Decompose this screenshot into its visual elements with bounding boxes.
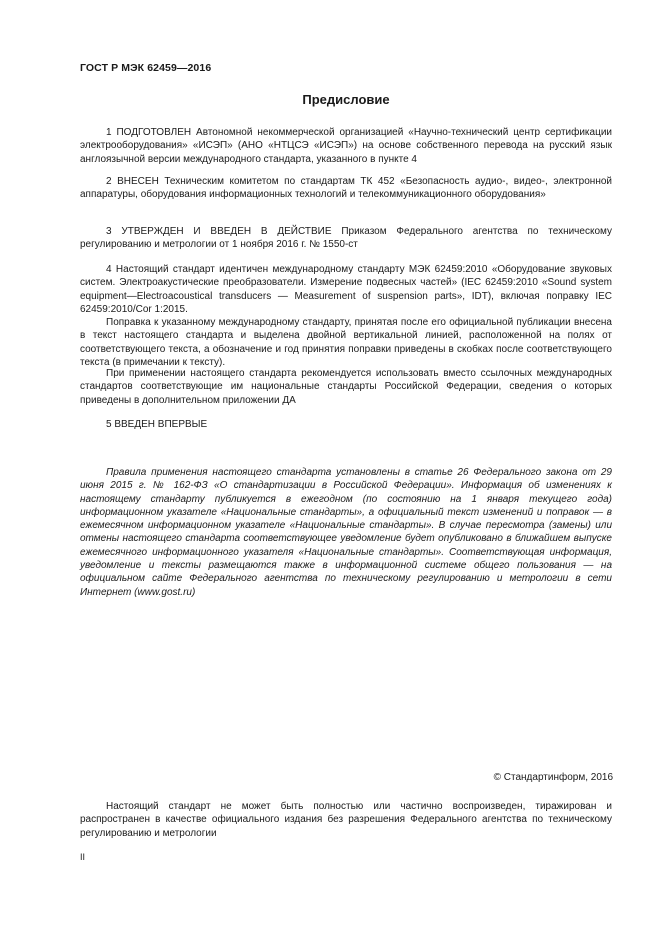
paragraph-application-rules: Правила применения настоящего стандарта установлены в статье 26 Федерального закона от 29 июня 2015 г. № 162-ФЗ «О стандартизации в Российской Федерации». Информация об изменениях к настоящему стандарту публикуется в ежегодном (по состоянию на 1 января текущего года) информационном указателе «Национальные стандарты», а официальный текст изменений и поправок — в ежемесячном информационном указателе «Национальные стандарты». В случае пересмотра (замены) или отмены настоящего стандарта соответствующее уведомление будет опубликовано в ближайшем выпуске ежемесячного информационного указателя «Национальные стандарты». Соответствующая информация, уведомление и тексты размещаются также в информационной системе общего пользования — на официальном сайте Федерального агентства по техническому регулированию и метрологии в сети Интернет (www.gost.ru) — [80, 467, 612, 598]
copyright-notice: © Стандартинформ, 2016 — [493, 772, 613, 783]
paragraph-submitted-by: 2 ВНЕСЕН Техническим комитетом по стандартам ТК 452 «Безопасность аудио-, видео-, электронной аппаратуры, оборудования информационных технологий и телекоммуникационного оборудования» — [80, 176, 612, 201]
paragraph-references: При применении настоящего стандарта рекомендуется использовать вместо ссылочных международных стандартов соответствующие им национальные стандарты Российской Федерации, сведения о которых приведены в дополнительном приложении ДА — [80, 368, 612, 406]
paragraph-identical-standard: 4 Настоящий стандарт идентичен международному стандарту МЭК 62459:2010 «Оборудование звуковых систем. Электроакустические преобразователи. Измерение подвесных частей» (IEC 62459:2010 «Sound system equipment—Electroacoustical transducers — Measurement of suspension parts», IDT), включая поправку IEC 62459:2010/Cor 1:2015. — [80, 264, 612, 315]
paragraph-introduced-first: 5 ВВЕДЕН ВПЕРВЫЕ — [106, 419, 208, 430]
document-code-header: ГОСТ Р МЭК 62459—2016 — [80, 62, 212, 74]
paragraph-reproduction-notice: Настоящий стандарт не может быть полностью или частично воспроизведен, тиражирован и распространен в качестве официального издания без разрешения Федерального агентства по техническому регулированию и метрологии — [80, 801, 612, 839]
paragraph-prepared-by: 1 ПОДГОТОВЛЕН Автономной некоммерческой организацией «Научно-технический центр сертификации электрооборудования» «ИСЭП» (АНО «НТЦСЭ «ИСЭП») на основе собственного перевода на русский язык англоязычной версии международного стандарта, указанного в пункте 4 — [80, 127, 612, 165]
section-title: Предисловие — [302, 92, 390, 107]
paragraph-amendment: Поправка к указанному международному стандарту, принятая после его официальной публикации внесена в текст настоящего стандарта и выделена двойной вертикальной линией, расположенной на полях от соответствующего текста, а обозначение и год принятия поправки приведены в скобках после соответствующего текста (в примечании к тексту). — [80, 317, 612, 368]
paragraph-approved: 3 УТВЕРЖДЕН И ВВЕДЕН В ДЕЙСТВИЕ Приказом Федерального агентства по техническому регулированию и метрологии от 1 ноября 2016 г. № 1550-ст — [80, 226, 612, 251]
page-number: II — [80, 852, 86, 862]
